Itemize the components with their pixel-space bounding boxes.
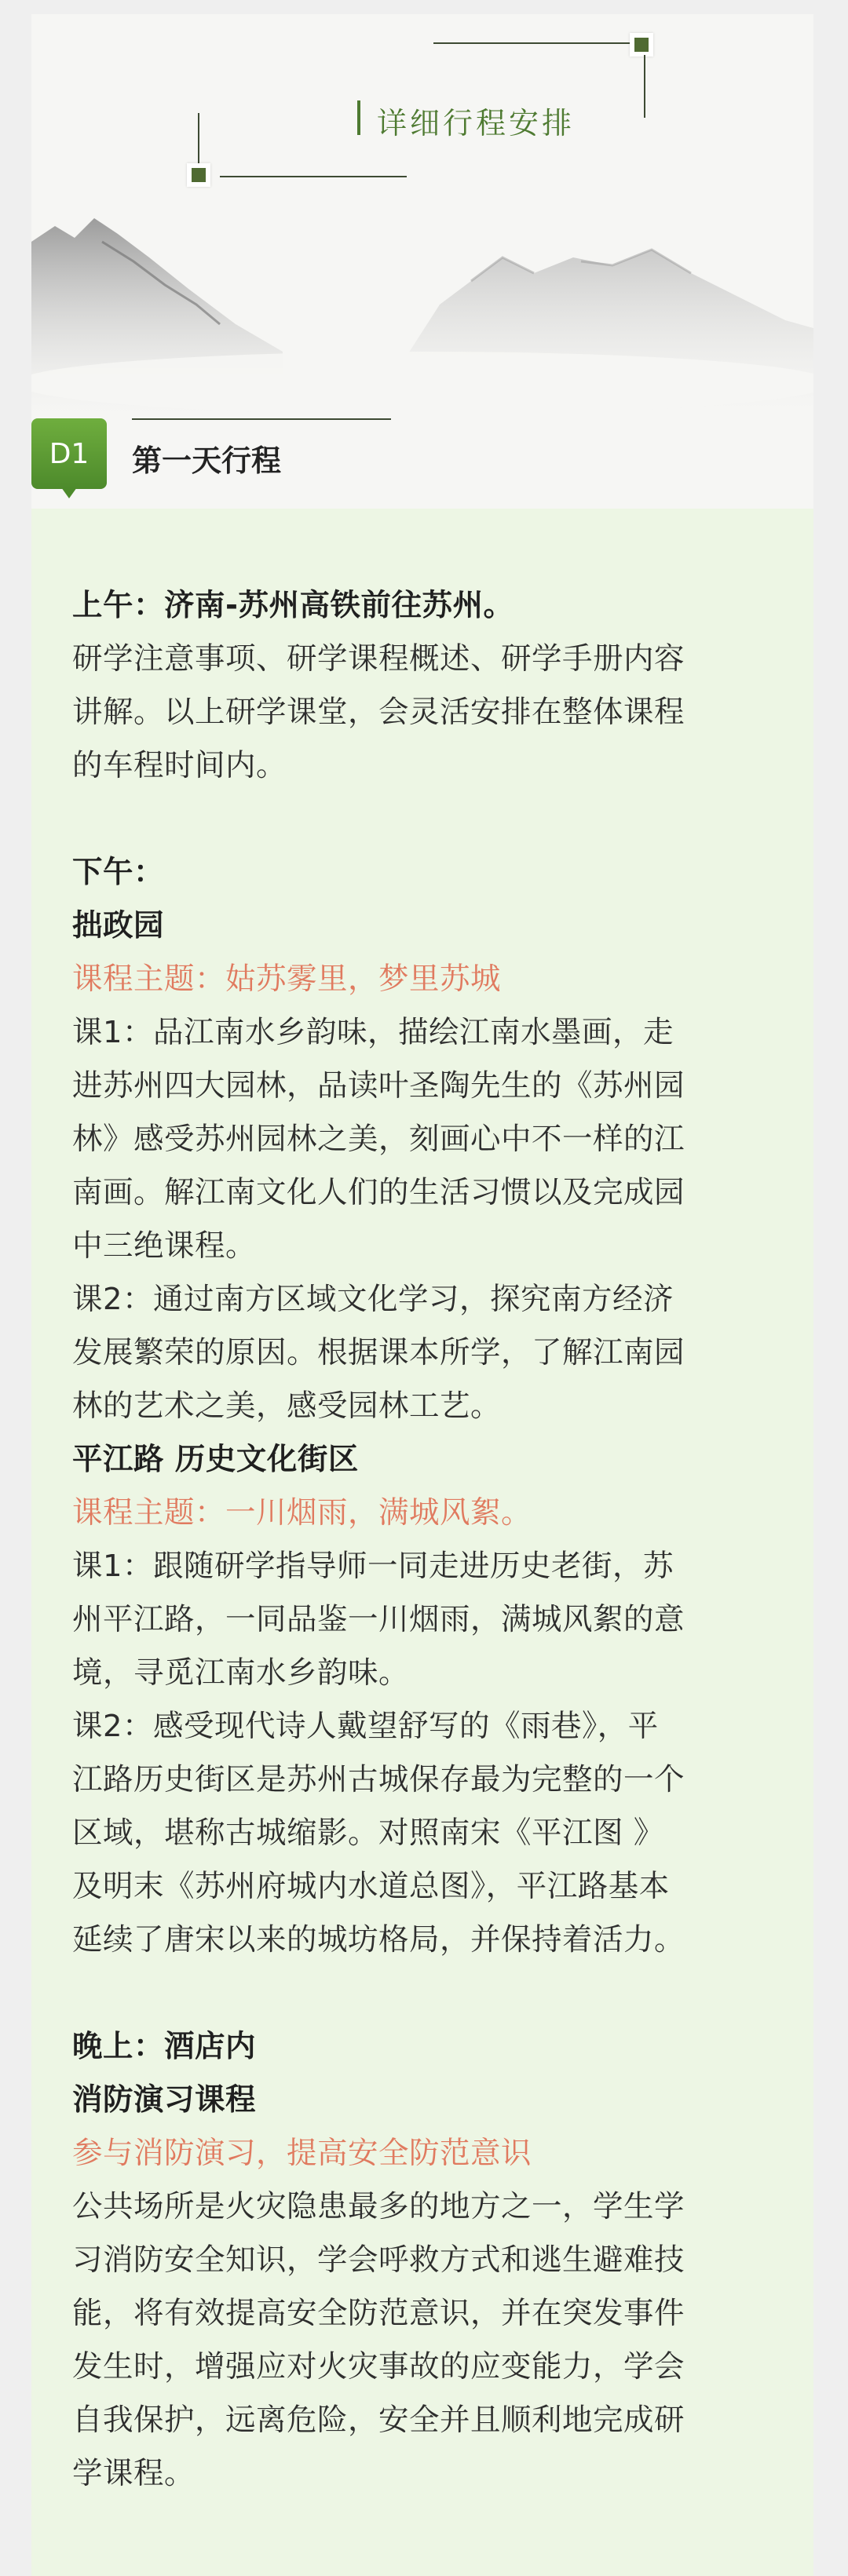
section-title: 详细行程安排 <box>377 106 576 140</box>
lesson-line: 州平江路，一同品鉴一川烟雨，满城风絮的意 <box>72 1602 685 1637</box>
top-decor-square <box>630 33 653 57</box>
day-badge: D1 <box>31 418 107 489</box>
mist-cloud <box>31 352 813 414</box>
morning-desc-line: 研学注意事项、研学课程概述、研学手册内容 <box>72 641 685 677</box>
left-decor-square <box>187 163 210 187</box>
evening-heading: 晚上：酒店内 <box>72 2029 257 2064</box>
lesson-line: 课2：感受现代诗人戴望舒写的《雨巷》，平 <box>72 1709 659 1744</box>
header-decoration <box>31 14 813 414</box>
lesson-line: 发展繁荣的原因。根据课本所学，了解江南园 <box>72 1335 685 1370</box>
morning-heading: 上午：济南-苏州高铁前往苏州。 <box>72 588 514 623</box>
afternoon-heading: 下午： <box>72 855 165 890</box>
top-decor-line <box>433 42 636 44</box>
course-theme: 参与消防演习，提高安全防范意识 <box>72 2136 532 2171</box>
morning-desc-line: 讲解。以上研学课堂，会灵活安排在整体课程 <box>72 695 685 730</box>
evening-desc-line: 发生时，增强应对火灾事故的应变能力，学会 <box>72 2349 685 2384</box>
lesson-line: 区域，堪称古城缩影。对照南宋《平江图 》 <box>72 1815 664 1851</box>
lesson-line: 南画。解江南文化人们的生活习惯以及完成园 <box>72 1175 685 1210</box>
fire-drill-course: 消防演习课程 <box>72 2082 257 2118</box>
morning-desc-line: 的车程时间内。 <box>72 748 287 783</box>
evening-desc-line: 学课程。 <box>72 2456 196 2491</box>
day-title-rule <box>132 418 391 420</box>
spacer <box>72 1967 779 2020</box>
lesson-line: 延续了唐宋以来的城坊格局，并保持着活力。 <box>72 1922 685 1958</box>
lesson-line: 江路历史街区是苏州古城保存最为完整的一个 <box>72 1762 685 1797</box>
mist-mountains-illustration <box>31 187 813 414</box>
site-name-humble-garden: 拙政园 <box>72 908 165 943</box>
course-theme: 课程主题：姑苏雾里，梦里苏城 <box>72 961 502 997</box>
course-theme: 课程主题：一川烟雨，满城风絮。 <box>72 1495 532 1531</box>
day-title: 第一天行程 <box>132 443 282 478</box>
lesson-line: 课2：通过南方区域文化学习，探究南方经济 <box>72 1282 674 1317</box>
title-accent-bar <box>357 100 360 135</box>
itinerary-panel <box>31 509 813 2576</box>
evening-desc-line: 自我保护，远离危险，安全并且顺利地完成研 <box>72 2403 685 2438</box>
lesson-line: 课1：跟随研学指导师一同走进历史老街，苏 <box>72 1549 674 1584</box>
day-badge-pointer <box>61 487 77 498</box>
lesson-line: 中三绝课程。 <box>72 1228 257 1264</box>
top-decor-drop-line <box>644 55 645 118</box>
lesson-line: 林》感受苏州园林之美，刻画心中不一样的江 <box>72 1122 685 1157</box>
left-decor-vline <box>198 113 199 170</box>
site-name-pingjiang-road: 平江路 历史文化街区 <box>72 1442 359 1477</box>
evening-desc-line: 公共场所是火灾隐患最多的地方之一，学生学 <box>72 2189 685 2224</box>
evening-desc-line: 习消防安全知识，学会呼救方式和逃生避难技 <box>72 2242 685 2278</box>
evening-desc-line: 能，将有效提高安全防范意识，并在突发事件 <box>72 2296 685 2331</box>
lesson-line: 及明末《苏州府城内水道总图》，平江路基本 <box>72 1869 670 1904</box>
left-decor-line <box>220 176 407 177</box>
lesson-line: 境，寻觅江南水乡韵味。 <box>72 1655 410 1691</box>
spacer <box>72 793 779 846</box>
itinerary-sheet <box>31 14 813 2576</box>
lesson-line: 林的艺术之美，感受园林工艺。 <box>72 1388 502 1424</box>
lesson-line: 课1：品江南水乡韵味，描绘江南水墨画，走 <box>72 1015 674 1050</box>
lesson-line: 进苏州四大园林，品读叶圣陶先生的《苏州园 <box>72 1068 685 1104</box>
itinerary-content <box>72 579 779 2501</box>
